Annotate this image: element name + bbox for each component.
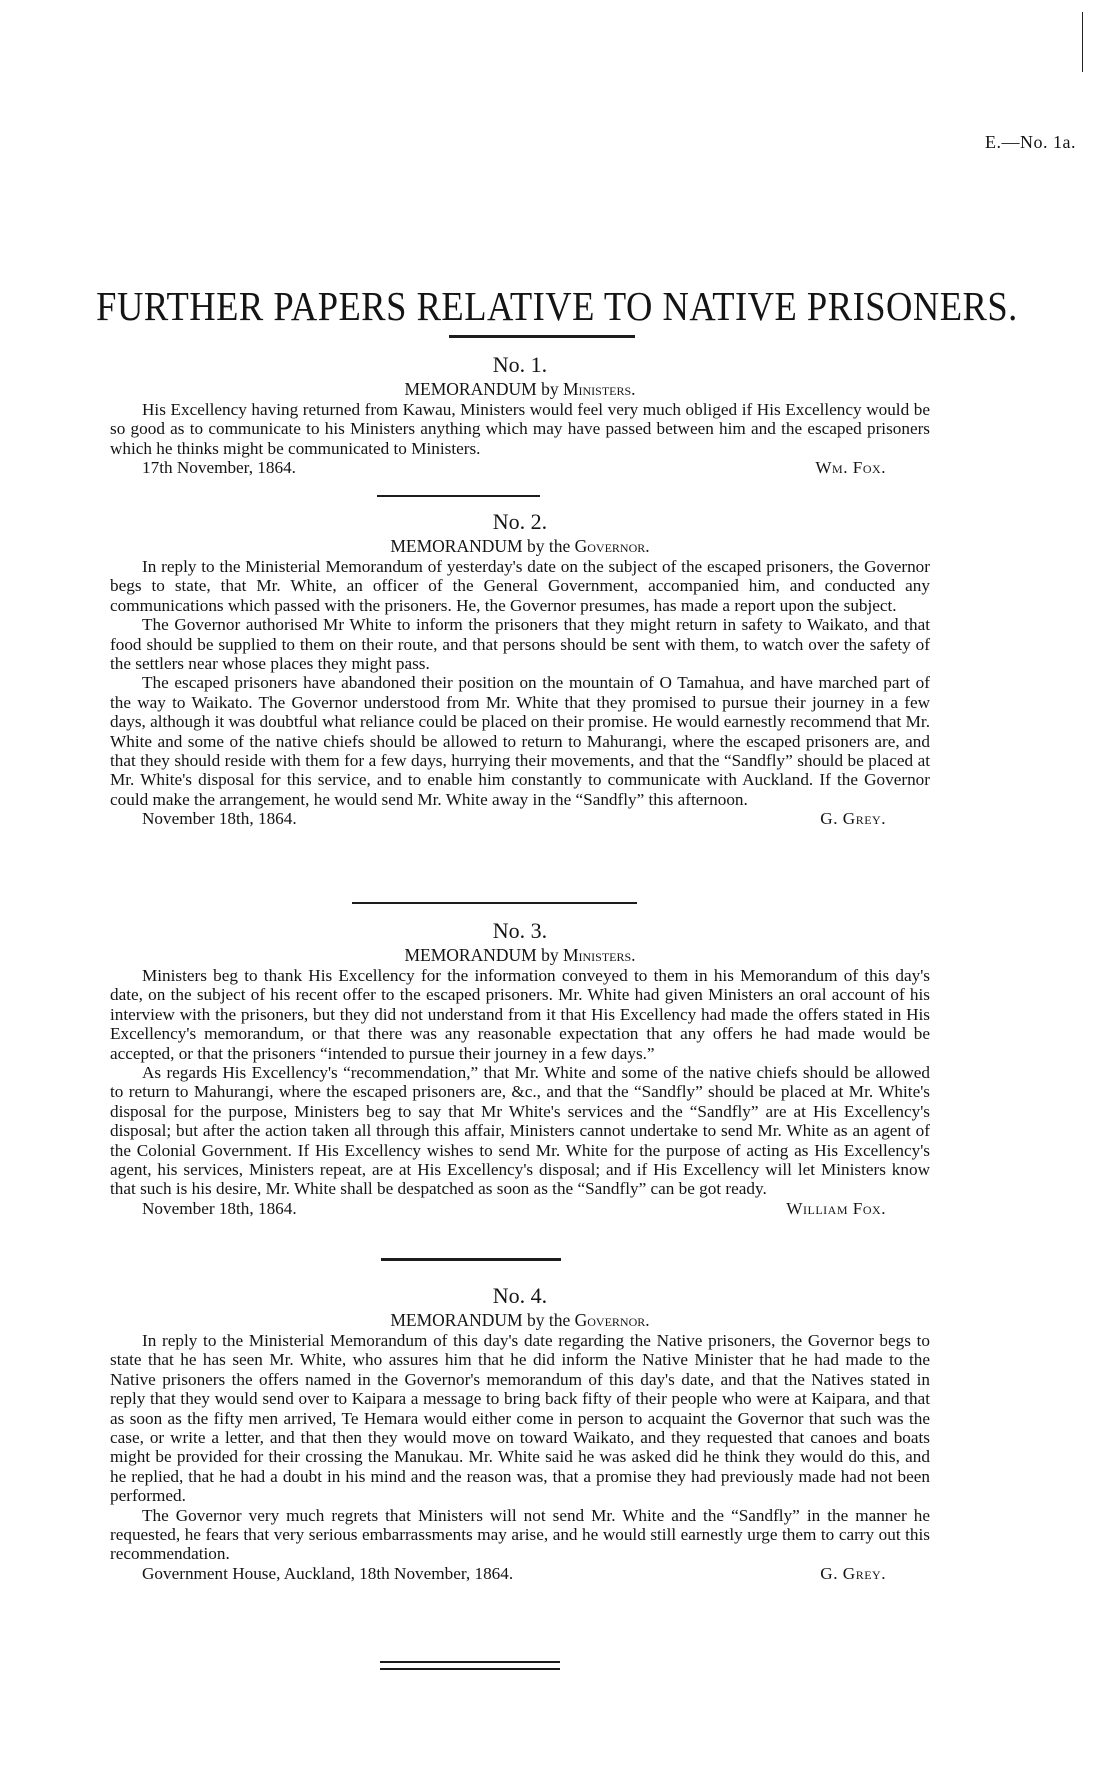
memo-heading-by: by — [541, 945, 559, 965]
memo-author: Ministers. — [562, 379, 636, 399]
memo-author: Governor. — [574, 536, 650, 556]
memo-signature-line — [110, 458, 930, 477]
scan-mark — [1082, 12, 1083, 72]
memo-heading — [110, 379, 930, 399]
memo-signature-line — [110, 809, 930, 828]
memo-date: November 18th, 1864. — [142, 809, 297, 829]
memo-divider — [377, 495, 540, 497]
memo-signature-line — [110, 1564, 930, 1583]
memo-heading-label: MEMORANDUM — [404, 379, 537, 399]
memo-author: Governor. — [574, 1310, 650, 1330]
memo-paragraph: As regards His Excellency's “recommendation,” that Mr. White and some of the native chiefs should be allowed to return to Mahurangi, where the escaped prisoners are, &c., and that the “Sandfly” should be placed at Mr. White's disposal for the purpose, Ministers beg to say that Mr White's services and the “Sandfly” are at His Excellency's disposal; but after the action taken all through this affair, Ministers cannot undertake to send Mr. White as an agent of the Colonial Government. If His Excellency wishes to send Mr. White for the purpose of acting as His Excellency's agent, his services, Ministers repeat, are at His Excellency's disposal; and if His Excellency will let Ministers know that such is his desire, Mr. White shall be despatched as soon as the “Sandfly” can be got ready. — [110, 1063, 930, 1199]
memo-number: No. 1. — [492, 352, 548, 377]
memo-heading-label: MEMORANDUM — [390, 536, 523, 556]
memo-heading — [110, 536, 930, 556]
memo-4 — [110, 1283, 930, 1583]
memo-date: November 18th, 1864. — [142, 1198, 297, 1218]
memo-signature: G. Grey. — [820, 1563, 886, 1583]
memo-paragraph: In reply to the Ministerial Memorandum of yesterday's date on the subject of the escaped prisoners, the Governor begs to state, that Mr. White, an officer of the General Government, accompanied him, and conducted any communications which passed with the prisoners. He, the Governor presumes, has made a report upon the subject. — [110, 557, 930, 615]
end-rule-upper — [380, 1661, 560, 1663]
memo-signature: G. Grey. — [820, 809, 886, 829]
title-rule — [449, 335, 635, 338]
memo-heading-label: MEMORANDUM — [404, 945, 537, 965]
memo-paragraph: Ministers beg to thank His Excellency for the information conveyed to them in his Memorandum of this day's date, on the subject of his recent offer to the escaped prisoners. Mr. White had given Ministers an oral account of his interview with the prisoners, but they did not understand from it that His Excellency had made the offers stated in His Excellency's memorandum, or that there was any reasonable expectation that any offers he had made would be accepted, or that the prisoners “intended to pursue their journey in a few days.” — [110, 966, 930, 1063]
memo-date: Government House, Auckland, 18th November, 1864. — [142, 1563, 514, 1583]
memo-paragraph: The Governor very much regrets that Ministers will not send Mr. White and the “Sandfly” in the manner he requested, he fears that very serious embarrassments may arise, and he would still earnestly urge them to carry out this recommendation. — [110, 1505, 930, 1564]
memo-divider — [381, 1258, 561, 1261]
page-reference: E.—No. 1a. — [985, 132, 1076, 152]
memo-signature: Wm. Fox. — [815, 458, 886, 478]
memo-author: Ministers. — [562, 945, 636, 965]
memo-3 — [110, 918, 930, 1218]
memo-heading-by: by — [541, 379, 559, 399]
memo-number: No. 2. — [492, 509, 548, 534]
page-title: FURTHER PAPERS RELATIVE TO NATIVE PRISONERS. — [96, 283, 1018, 330]
memo-number: No. 3. — [492, 918, 548, 943]
memo-2 — [110, 509, 930, 829]
memo-date: 17th November, 1864. — [142, 458, 296, 478]
memo-paragraph: His Excellency having returned from Kawau, Ministers would feel very much obliged if His Excellency would be so good as to communicate to his Ministers anything which may have passed between him and the escaped prisoners which he thinks might be communicated to Ministers. — [110, 400, 930, 458]
memo-paragraph: The Governor authorised Mr White to inform the prisoners that they might return in safety to Waikato, and that food should be supplied to them on their route, and that persons should be sent with them, to watch over the safety of the settlers near whose places they might pass. — [110, 615, 930, 674]
memo-heading-by: by the — [526, 1310, 571, 1330]
memo-heading-label: MEMORANDUM — [390, 1310, 523, 1330]
memo-paragraph: The escaped prisoners have abandoned their position on the mountain of O Tamahua, and have marched part of the way to Waikato. The Governor understood from Mr. White that they promised to pursue their journey in a few days, although it was doubtful what reliance could be placed on their promise. He would earnestly recommend that Mr. White and some of the native chiefs should be allowed to return to Mahurangi, where the escaped prisoners are, and that they should reside with them for a few days, hurrying their movements, and that the “Sandfly” should be placed at Mr. White's disposal for this service, and to enable him constantly to communicate with Auckland. If the Governor could make the arrangement, he would send Mr. White away in the “Sandfly” this afternoon. — [110, 673, 930, 809]
memo-1 — [110, 352, 930, 478]
memo-signature-line — [110, 1199, 930, 1218]
memo-heading-by: by the — [526, 536, 571, 556]
memo-signature: William Fox. — [786, 1198, 886, 1218]
memo-number: No. 4. — [492, 1283, 548, 1308]
end-rule-lower — [380, 1668, 560, 1670]
memo-paragraph: In reply to the Ministerial Memorandum of this day's date regarding the Native prisoners, the Governor begs to state that he has seen Mr. White, who assures him that he did inform the Native Minister that he had made to the Native prisoners the offers named in the Governor's memorandum of this day's date, and that the Natives stated in reply that they would send over to Kaipara a message to bring back fifty of their people who were at Kaipara, and that as soon as the fifty men arrived, Te Hemara would either come in person to acquaint the Governor that such was the case, or write a letter, and that then they would move on toward Waikato, and they requested that canoes and boats might be provided for their crossing the Manukau. Mr. White said he was asked did he think they would do this, and he replied, that he had a doubt in his mind and the reason was, that a promise they had previously made had not been performed. — [110, 1331, 930, 1506]
memo-divider — [352, 902, 637, 904]
memo-heading — [110, 1310, 930, 1330]
memo-heading — [110, 945, 930, 965]
